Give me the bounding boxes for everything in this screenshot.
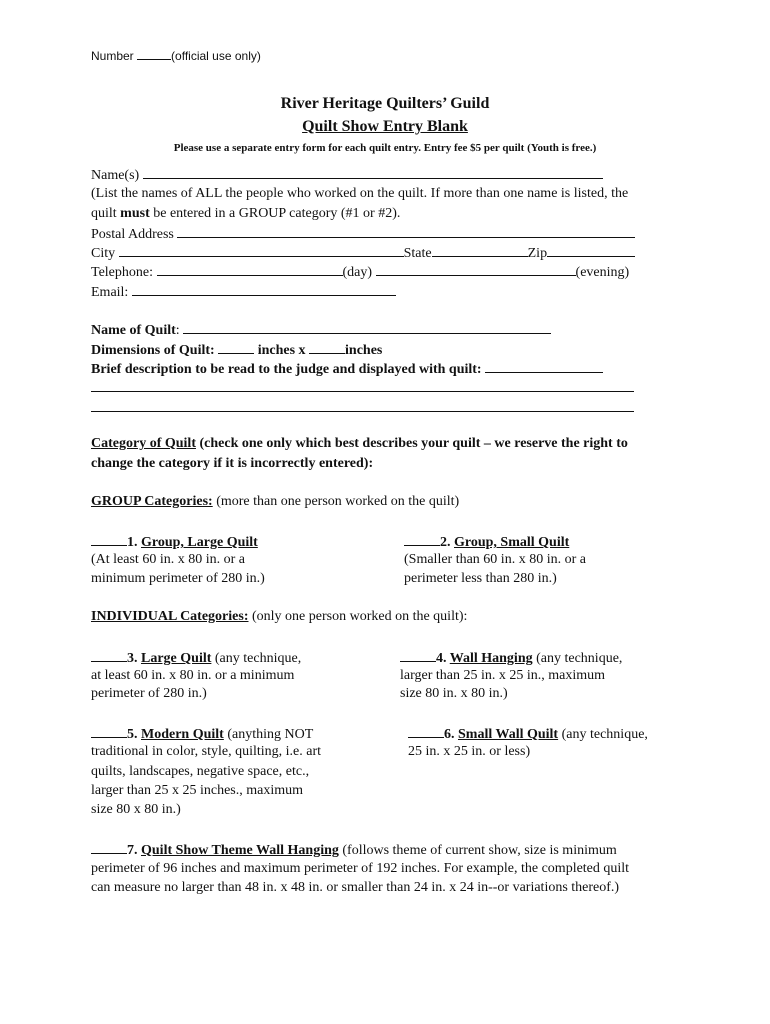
category-1-name: Group, Large Quilt [141,535,258,550]
category-7-checkline[interactable] [91,840,127,854]
dimensions-row [91,340,382,360]
category-instructions: (check one only which best describes your quilt – we reserve the right to [195,436,628,451]
category-1-desc-2: minimum perimeter of 280 in.) [91,571,265,586]
state-label: State [403,246,432,261]
inches-label: inches [345,343,383,358]
category-5-option[interactable] [91,724,313,744]
category-instructions-line-2: change the category if it is incorrectly entered): [91,456,374,471]
category-6-desc-start: (any technique, [558,727,648,742]
telephone-label: Telephone: [91,265,153,280]
category-7-desc-3: can measure no larger than 48 in. x 48 in. or smaller than 24 in. x 24 in--or variations thereof.) [91,880,620,895]
category-3-option[interactable] [91,648,301,668]
zip-field[interactable] [547,243,635,257]
category-7-desc-start: (follows theme of current show, size is minimum [338,843,617,858]
quilt-name-colon: : [175,323,180,338]
category-3-checkline[interactable] [91,648,127,662]
category-5-desc-2: traditional in color, style, quilting, i.e. art [91,744,322,759]
category-4-option[interactable] [400,648,622,668]
names-field[interactable] [143,165,603,179]
email-label: Email: [91,285,129,300]
entry-instructions: Please use a separate entry form for each quilt entry. Entry fee $5 per quilt (Youth is free.) [173,142,597,154]
description-field[interactable] [485,359,603,373]
form-title: Quilt Show Entry Blank [302,118,468,135]
category-5-desc-start: (anything NOT [223,727,314,742]
individual-heading: INDIVIDUAL Categories: [91,609,249,624]
category-4-number: 4. [436,651,450,666]
category-heading [91,435,628,453]
category-5-name: Modern Quilt [141,727,224,742]
category-2-number: 2. [440,535,454,550]
category-7-desc-2: perimeter of 96 inches and maximum perimeter of 192 inches. For example, the completed quilt [91,861,630,876]
group-note: (more than one person worked on the quilt) [212,494,460,509]
category-1-checkline[interactable] [91,532,127,546]
names-row [91,165,603,185]
dimensions-label: Dimensions of Quilt: [91,343,215,358]
category-2-checkline[interactable] [404,532,440,546]
zip-label: Zip [527,246,548,261]
category-2-name: Group, Small Quilt [454,535,570,550]
category-5-desc-4: larger than 25 x 25 inches., maximum [91,783,304,798]
telephone-evening-field[interactable] [376,262,576,276]
city-row [91,243,635,263]
category-4-name: Wall Hanging [449,651,533,666]
names-note-emphasis: must [120,206,150,221]
category-6-option[interactable] [408,724,648,744]
day-label: (day) [342,265,373,280]
category-4-checkline[interactable] [400,648,436,662]
names-note-line-2 [91,205,400,223]
telephone-row [91,262,629,282]
category-5-checkline[interactable] [91,724,127,738]
dimension-width-field[interactable] [218,340,254,354]
category-7-name: Quilt Show Theme Wall Hanging [141,843,339,858]
inches-x-label: inches x [257,343,306,358]
official-number-line [91,46,261,65]
names-note-text-end: be entered in a GROUP category (#1 or #2). [149,206,401,221]
postal-row [91,224,635,244]
postal-address-field[interactable] [177,224,635,238]
category-1-option[interactable] [91,532,258,552]
group-heading-row [91,493,459,511]
category-4-desc-2: larger than 25 in. x 25 in., maximum [400,668,606,683]
category-3-number: 3. [127,651,141,666]
city-field[interactable] [119,243,404,257]
number-field[interactable] [137,46,171,60]
email-row [91,282,396,302]
evening-label: (evening) [575,265,630,280]
individual-note: (only one person worked on the quilt): [248,609,468,624]
category-3-desc-3: perimeter of 280 in.) [91,686,207,701]
category-5-desc-3: quilts, landscapes, negative space, etc., [91,764,310,779]
description-label: Brief description to be read to the judge and displayed with quilt: [91,362,482,377]
individual-heading-row [91,608,467,626]
state-field[interactable] [432,243,528,257]
official-use-note: (official use only) [171,49,261,63]
names-note-text: quilt [91,206,121,221]
description-row [91,359,603,379]
category-6-desc-2: 25 in. x 25 in. or less) [408,744,531,759]
category-1-desc-1: (At least 60 in. x 80 in. or a [91,552,245,567]
category-6-name: Small Wall Quilt [458,727,559,742]
category-3-desc-start: (any technique, [211,651,302,666]
quilt-name-field[interactable] [183,320,551,334]
category-2-option[interactable] [404,532,569,552]
category-2-desc-2: perimeter less than 280 in.) [404,571,557,586]
group-heading: GROUP Categories: [91,494,213,509]
category-5-number: 5. [127,727,141,742]
category-7-option[interactable] [91,840,617,860]
quilt-name-label: Name of Quilt [91,323,176,338]
email-field[interactable] [132,282,396,296]
city-label: City [91,246,116,261]
guild-title: River Heritage Quilters’ Guild [280,95,490,112]
quilt-name-row [91,320,551,340]
category-2-desc-1: (Smaller than 60 in. x 80 in. or a [404,552,586,567]
category-1-number: 1. [127,535,141,550]
description-line-2[interactable] [91,391,634,392]
category-3-name: Large Quilt [141,651,212,666]
category-3-desc-2: at least 60 in. x 80 in. or a minimum [91,668,295,683]
names-note-line-1: (List the names of ALL the people who worked on the quilt. If more than one name is listed, the [91,186,629,201]
category-5-desc-5: size 80 x 80 in.) [91,802,181,817]
category-title: Category of Quilt [91,436,196,451]
category-4-desc-3: size 80 in. x 80 in.) [400,686,508,701]
dimension-height-field[interactable] [309,340,345,354]
telephone-day-field[interactable] [157,262,343,276]
category-6-checkline[interactable] [408,724,444,738]
category-7-number: 7. [127,843,141,858]
category-4-desc-start: (any technique, [532,651,623,666]
number-label: Number [91,49,134,63]
names-label: Name(s) [91,168,140,183]
postal-label: Postal Address [91,227,174,242]
description-line-3[interactable] [91,411,634,412]
category-6-number: 6. [444,727,458,742]
